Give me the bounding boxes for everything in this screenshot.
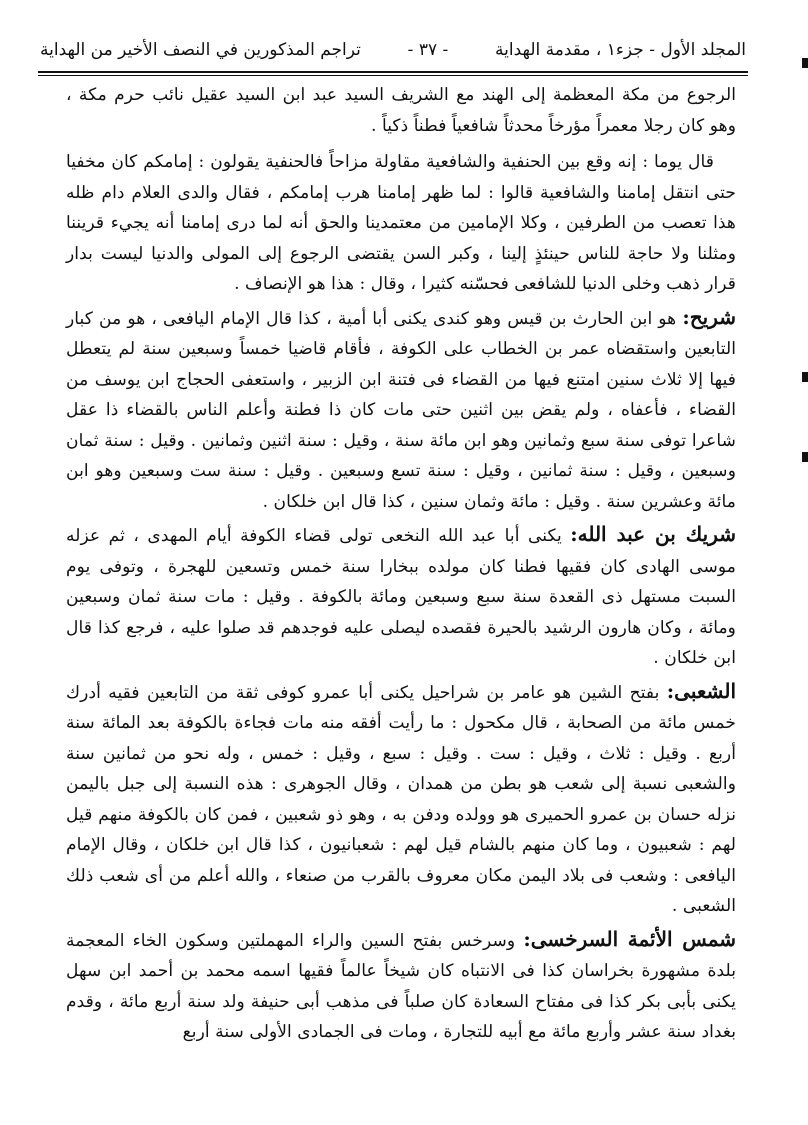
page-number: - ٣٧ - (407, 40, 449, 60)
entry-text: وسرخس بفتح السين والراء المهملتين وسكون الخاء المعجمة بلدة مشهورة بخراسان كذا فى الانتباه كان شيخاً عالماً فقيها اسمه محمد بن أحمد ابن سهل يكنى بأبى بكر كذا فى مفتاح السعادة كان صلباً فى مذهب أبى حنيفة ولد سنة أربع مائة ، وقدم بغداد سنة عشر وأربع مائة مع أبيه للتجارة ، ومات فى الجمادى الأولى سنة أربع (66, 930, 736, 1042)
header-rule (38, 71, 748, 73)
entry-text: بفتح الشين هو عامر بن شراحيل يكنى أبا عمرو كوفى ثقة من التابعين فقيه أدرك خمس مائة من الصحابة ، قال مكحول : ما رأيت أفقه منه مات فجاءة بالكوفة بعد المائة سنة أربع . وقيل : ثلاث ، وقيل : ست . وقيل : سبع ، وقيل : خمس ، وله نحو من ثمانين سنة والشعبى نسبة إلى شعب هو بطن من همدان ، وقال الجوهرى : هذه النسبة إلى جبل باليمن نزله حسان بن عمرو الحميرى هو وولده ودفن به ، وهو ذو شعبين ، فمن كان بالكوفة منهم قيل لهم : شعبيون ، وما كان منهم بالشام قيل لهم : شعبانيون ، كذا قال ابن خلكان ، وقال الإمام اليافعى : وشعب فى بلاد اليمن مكان معروف بالقرب من صنعاء ، والله أعلم من أى شعب ذلك الشعبى . (66, 682, 736, 916)
body-text (66, 80, 736, 1048)
running-header (40, 30, 746, 70)
entry-text: هو ابن الحارث بن قيس وهو كندى يكنى أبا أمية ، كذا قال الإمام اليافعى ، هو من كبار التابعين واستقضاه عمر بن الخطاب على الكوفة ، فأقام قاضيا خمساً وسبعين سنة لم يتعطل فيها إلا ثلاث سنين امتنع فيها من القضاء فى فتنة ابن الزبير ، واستعفى الحجاج ابن يوسف من القضاء ، فأعفاه ، ولم يقض بين اثنين حتى مات كان ذا فطنة وأعلم الناس بالقضاء ذا عقل شاعرا توفى سنة سبع وثمانين وهو ابن مائة سنة ، وقيل : سنة اثنين وثمانين . وقيل : سنة ثمان وسبعين ، وقيل : سنة ثمانين ، وقيل : سنة تسع وسبعين . وقيل : سنة ست وسبعين وهو ابن مائة وعشرين سنة . وقيل : مائة وثمان سنين ، كذا قال ابن خلكان . (66, 308, 736, 512)
biography-entry (66, 519, 736, 674)
header-volume: المجلد الأول - جزء١ ، مقدمة الهداية (495, 40, 746, 60)
margin-mark (802, 452, 808, 462)
margin-mark (802, 58, 808, 68)
entry-text: يكنى أبا عبد الله النخعى تولى قضاء الكوفة أيام المهدى ، ثم عزله موسى الهادى كان فقيها فطنا كان مولده ببخارا سنة خمس وتسعين للهجرة ، وتوفى يوم السبت مستهل ذى القعدة سنة سبع وسبعين ومائة بالكوفة . وقيل : مات سنة ثمان وسبعين ومائة ، وكان هارون الرشيد بالحيرة فقصده ليصلى عليه فوجدهم قد صلوا عليه ، فرجع كذا قال ابن خلكان . (66, 526, 736, 668)
biography-entry (66, 676, 736, 922)
entry-term: شريك بن عبد الله: (570, 522, 736, 546)
biography-entry (66, 302, 736, 518)
biography-entry (66, 924, 736, 1048)
entry-term: الشعبى: (666, 678, 736, 703)
margin-mark (802, 372, 808, 382)
paragraph: قال يوما : إنه وقع بين الحنفية والشافعية مقاولة مزاحاً فالحنفية يقولون : إمامكم كان مخفيا حتى انتقل إمامنا والشافعية قالوا : لما ظهر إمامنا هرب إمامكم ، فقال والدى العلام دام ظله هذا تعصب من الطرفين ، وكلا الإمامين من معتمدينا والحق أنه لما درى إمامنا أنه يجيء قريننا ومثلنا ولا حاجة للناس حينئذٍ إلينا ، وكبر السن يقتضى الرجوع إلى المولى والدنيا ليست بدار قرار ذهب وخلى الدنيا للشافعى فحسّنه كثيرا ، وقال : هذا هو الإنصاف . (66, 152, 736, 294)
entry-term: شريح: (682, 304, 736, 329)
paragraph: الرجوع من مكة المعظمة إلى الهند مع الشريف السيد عبد ابن السيد عقيل نائب حرم مكة ، وهو كان رجلا معمراً مؤرخاً محدثاً شافعياً فطناً ذكياً . (66, 85, 736, 136)
entry-term: شمس الأئمة السرخسى: (523, 926, 737, 951)
header-chapter-title: تراجم المذكورين في النصف الأخير من الهداية (40, 40, 361, 60)
header-rule-thin (38, 75, 748, 76)
